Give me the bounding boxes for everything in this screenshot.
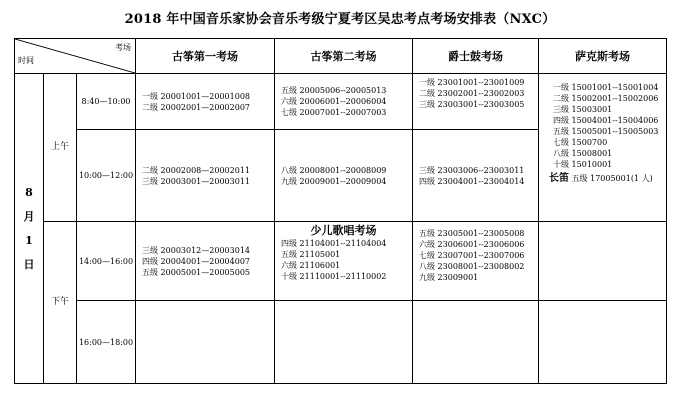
room3-slot4: [413, 301, 539, 384]
room2-slot2: 八级 20008001--20008009 九级 20009001--20009004: [275, 130, 413, 222]
time-label: 时间: [18, 56, 34, 65]
room-label: 考场: [115, 43, 132, 52]
period-morning: 上午: [44, 74, 77, 222]
room1-slot1: 一级 20001001—20001008 二级 20002001—20002007: [136, 74, 275, 130]
time-slot: 8:40—10:00: [77, 74, 136, 130]
period-afternoon: 下午: [44, 222, 77, 384]
sax-slot4: [539, 301, 667, 384]
sax-slot3: [539, 222, 667, 301]
table-row: [15, 222, 667, 301]
table-row: [15, 74, 667, 130]
room-header-1: 古筝第一考场: [136, 39, 275, 74]
room3-slot3: 五级 23005001--23005008 六级 23006001--23006006 七级 23007001--23007006 八级 23008001--23008002 九级 23009001: [413, 222, 539, 301]
time-slot: 16:00—18:00: [77, 301, 136, 384]
room2-slot1: 五级 20005006--20005013 六级 20006001--20006004 七级 20007001--20007003: [275, 74, 413, 130]
sax-cell: 一级 15001001--15001004 二级 15002001--15002006 三级 15003001 四级 15004001--15004006 五级 15005001--15005003 七级 1500700 八级 15008001 十级 15010001 长笛 五级 17005001(1 人): [539, 74, 667, 222]
room-header-2: 古筝第二考场: [275, 39, 413, 74]
room1-slot4: [136, 301, 275, 384]
room3-slot1: 一级 23001001--23001009 二级 23002001--23002003 三级 23003001--23003005: [413, 74, 539, 130]
date-cell: 8 月 1 日: [15, 74, 44, 384]
room3-slot2: 三级 23003006--23003011 四级 23004001--23004014: [413, 130, 539, 222]
page-title: 2018 年中国音乐家协会音乐考级宁夏考区吴忠考点考场安排表（NXC）: [124, 12, 556, 27]
flute-title: 长笛: [549, 173, 570, 184]
room1-slot2: 二级 20002008—20002011 三级 20003001—20003011: [136, 130, 275, 222]
header-row: [15, 39, 667, 74]
singing-room-title: 少儿歌唱考场: [310, 224, 377, 237]
room1-slot3: 三级 20003012—20003014 四级 20004001—20004007 五级 20005001—20005005: [136, 222, 275, 301]
room-header-4: 萨克斯考场: [539, 39, 667, 74]
room2-slot3: 少儿歌唱考场 四级 21104001--21104004 五级 21105001 六级 21106001 十级 21110001--21110002: [275, 222, 413, 301]
room-header-3: 爵士鼓考场: [413, 39, 539, 74]
flute-detail: 五级 17005001(1 人): [571, 174, 653, 183]
table-row: [15, 301, 667, 384]
flute-entry: [549, 173, 666, 184]
corner-header: [15, 39, 136, 74]
schedule-table: [14, 38, 667, 384]
time-slot: 14:00—16:00: [77, 222, 136, 301]
time-slot: 10:00—12:00: [77, 130, 136, 222]
room2-slot4: [275, 301, 413, 384]
